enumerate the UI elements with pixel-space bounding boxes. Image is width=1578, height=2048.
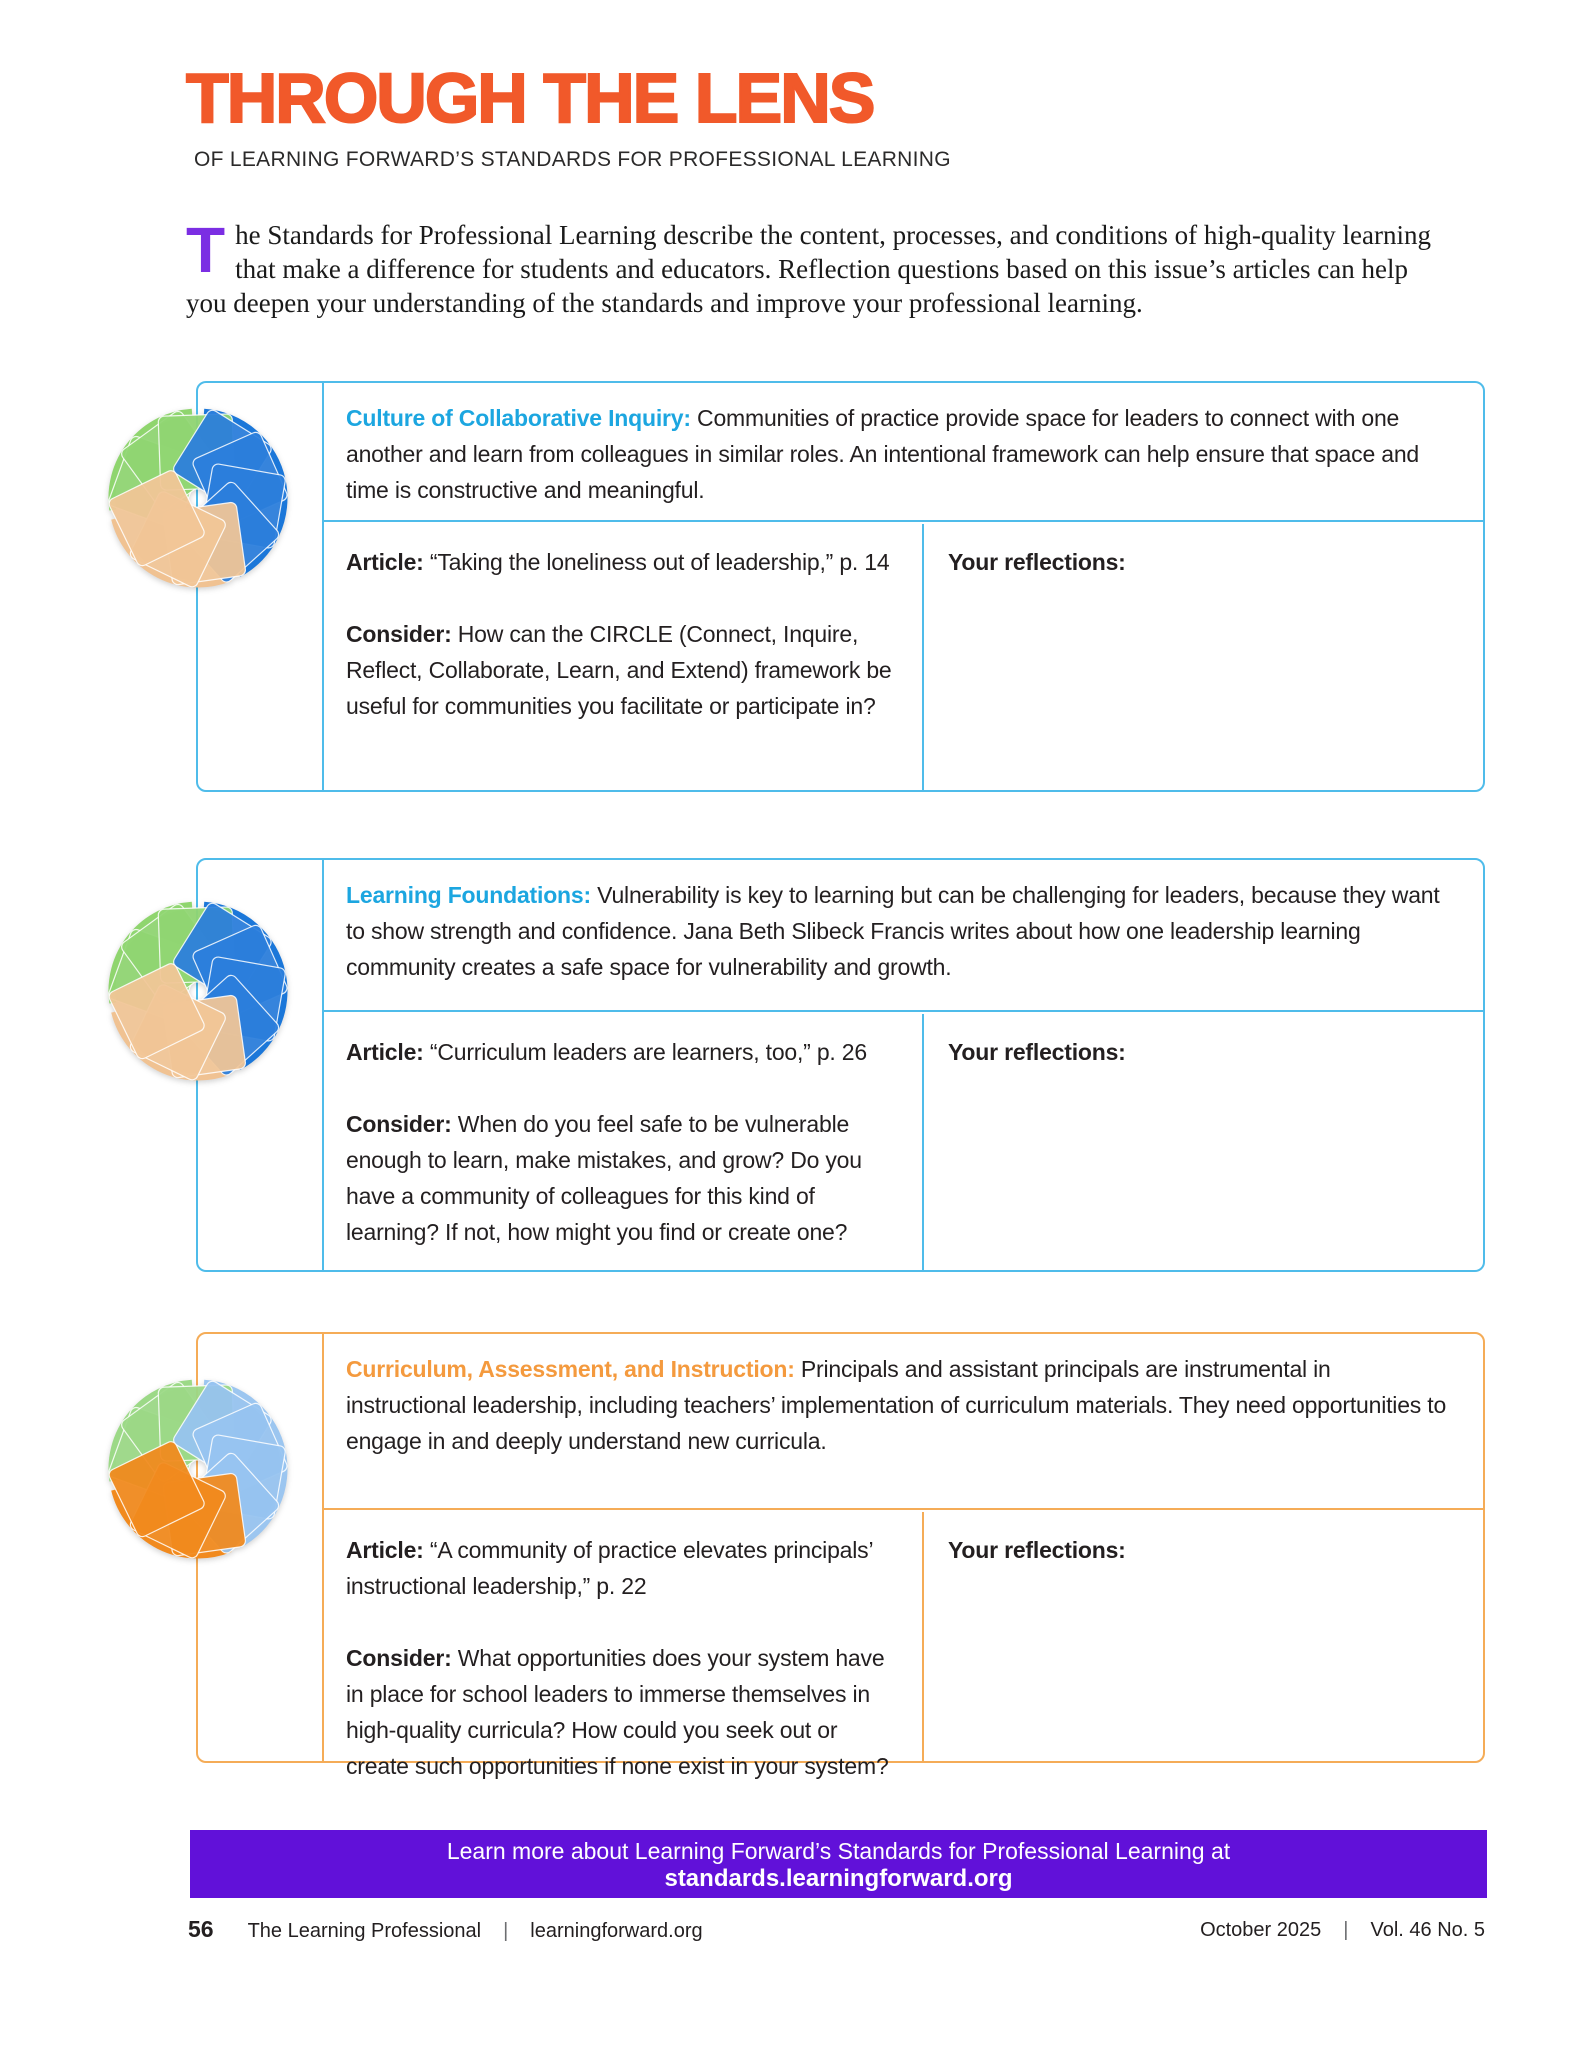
publication-name: The Learning Professional [247, 1920, 482, 1942]
reflections-cell [926, 1014, 1483, 1270]
footer-separator: | [503, 1920, 509, 1942]
issue-volume: Vol. 46 No. 5 [1370, 1919, 1485, 1941]
intro-dropcap: T [186, 214, 226, 286]
article-label: Article: [346, 1537, 424, 1563]
intro-text: he Standards for Professional Learning describe the content, processes, and conditions of high-quality learning that make a difference for students and educators. Reflection questions based on this issue’s articles can help you deepen your understanding of the standards and improve your professional learning. [186, 220, 1432, 318]
article-consider-cell [324, 1512, 924, 1779]
reflections-cell [926, 524, 1483, 790]
consider-label: Consider: [346, 1645, 452, 1671]
standard-description-text: Vulnerability is key to learning but can be challenging for leaders, because they want to show strength and confidence. Jana Beth Slibeck Francis writes about how one leadership learning community creates a safe space for vulnerability and growth. [346, 882, 1440, 980]
standard-description-text: Communities of practice provide space for leaders to connect with one another and learn from colleagues in similar roles. An intentional framework can help ensure that space and time is constructive and meaningful. [346, 405, 1419, 503]
standard-description [324, 1334, 1483, 1510]
reflections-label: Your reflections: [948, 1537, 1126, 1563]
standard-description [324, 383, 1483, 522]
article-label: Article: [346, 1039, 424, 1065]
article-reference: “Curriculum leaders are learners, too,” p. 26 [429, 1039, 867, 1065]
footer-separator: | [1343, 1919, 1349, 1941]
standard-name-label: Culture of Collaborative Inquiry: [346, 405, 691, 431]
article-consider-cell [324, 1014, 924, 1270]
banner-text: Learn more about Learning Forward’s Standards for Professional Learning at [446, 1838, 1231, 1864]
consider-label: Consider: [346, 621, 452, 647]
reflections-label: Your reflections: [948, 549, 1126, 575]
consider-question: When do you feel safe to be vulnerable enough to learn, make mistakes, and grow? Do you have a community of colleagues for this kind of learning? If not, how might you find or create one? [346, 1111, 862, 1245]
standards-url-link[interactable]: standards.learningforward.org [664, 1865, 1013, 1892]
reflections-label: Your reflections: [948, 1039, 1126, 1065]
box-left-gutter [198, 860, 324, 1270]
standard-box-culture-of-collaborative-inquiry [196, 381, 1485, 792]
article-reference: “A community of practice elevates principals’ instructional leadership,” p. 22 [346, 1537, 873, 1599]
article-label: Article: [346, 549, 424, 575]
article-consider-cell [324, 524, 924, 790]
publisher-site-link[interactable]: learningforward.org [530, 1920, 703, 1942]
consider-question: What opportunities does your system have in place for school leaders to immerse themselves in high-quality curricula? How could you seek out or create such opportunities if none exist in your system? [346, 1645, 889, 1779]
footer-left [188, 1916, 703, 1943]
box-left-gutter [198, 1334, 324, 1761]
issue-date: October 2025 [1200, 1919, 1322, 1941]
footer-right [1200, 1919, 1485, 1942]
page-subtitle: OF LEARNING FORWARD’S STANDARDS FOR PROFESSIONAL LEARNING [194, 148, 951, 171]
standard-name-label: Learning Foundations: [346, 882, 591, 908]
standard-name-label: Curriculum, Assessment, and Instruction: [346, 1356, 795, 1382]
article-reference: “Taking the loneliness out of leadership,” p. 14 [429, 549, 890, 575]
box-left-gutter [198, 383, 324, 790]
intro-paragraph [186, 214, 1448, 320]
consider-label: Consider: [346, 1111, 452, 1137]
standards-info-banner [190, 1830, 1487, 1898]
reflections-cell [926, 1512, 1483, 1761]
standard-box-learning-foundations [196, 858, 1485, 1272]
page-number: 56 [188, 1916, 214, 1942]
consider-question: How can the CIRCLE (Connect, Inquire, Reflect, Collaborate, Learn, and Extend) framework be useful for communities you facilitate or participate in? [346, 621, 892, 719]
page-title: THROUGH THE LENS [186, 59, 874, 137]
standard-box-curriculum-assessment-instruction [196, 1332, 1485, 1779]
standard-description-text: Principals and assistant principals are instrumental in instructional leadership, including teachers’ implementation of curriculum materials. They need opportunities to engage in and deeply understand new curricula. [346, 1356, 1447, 1454]
standard-description [324, 860, 1483, 1012]
